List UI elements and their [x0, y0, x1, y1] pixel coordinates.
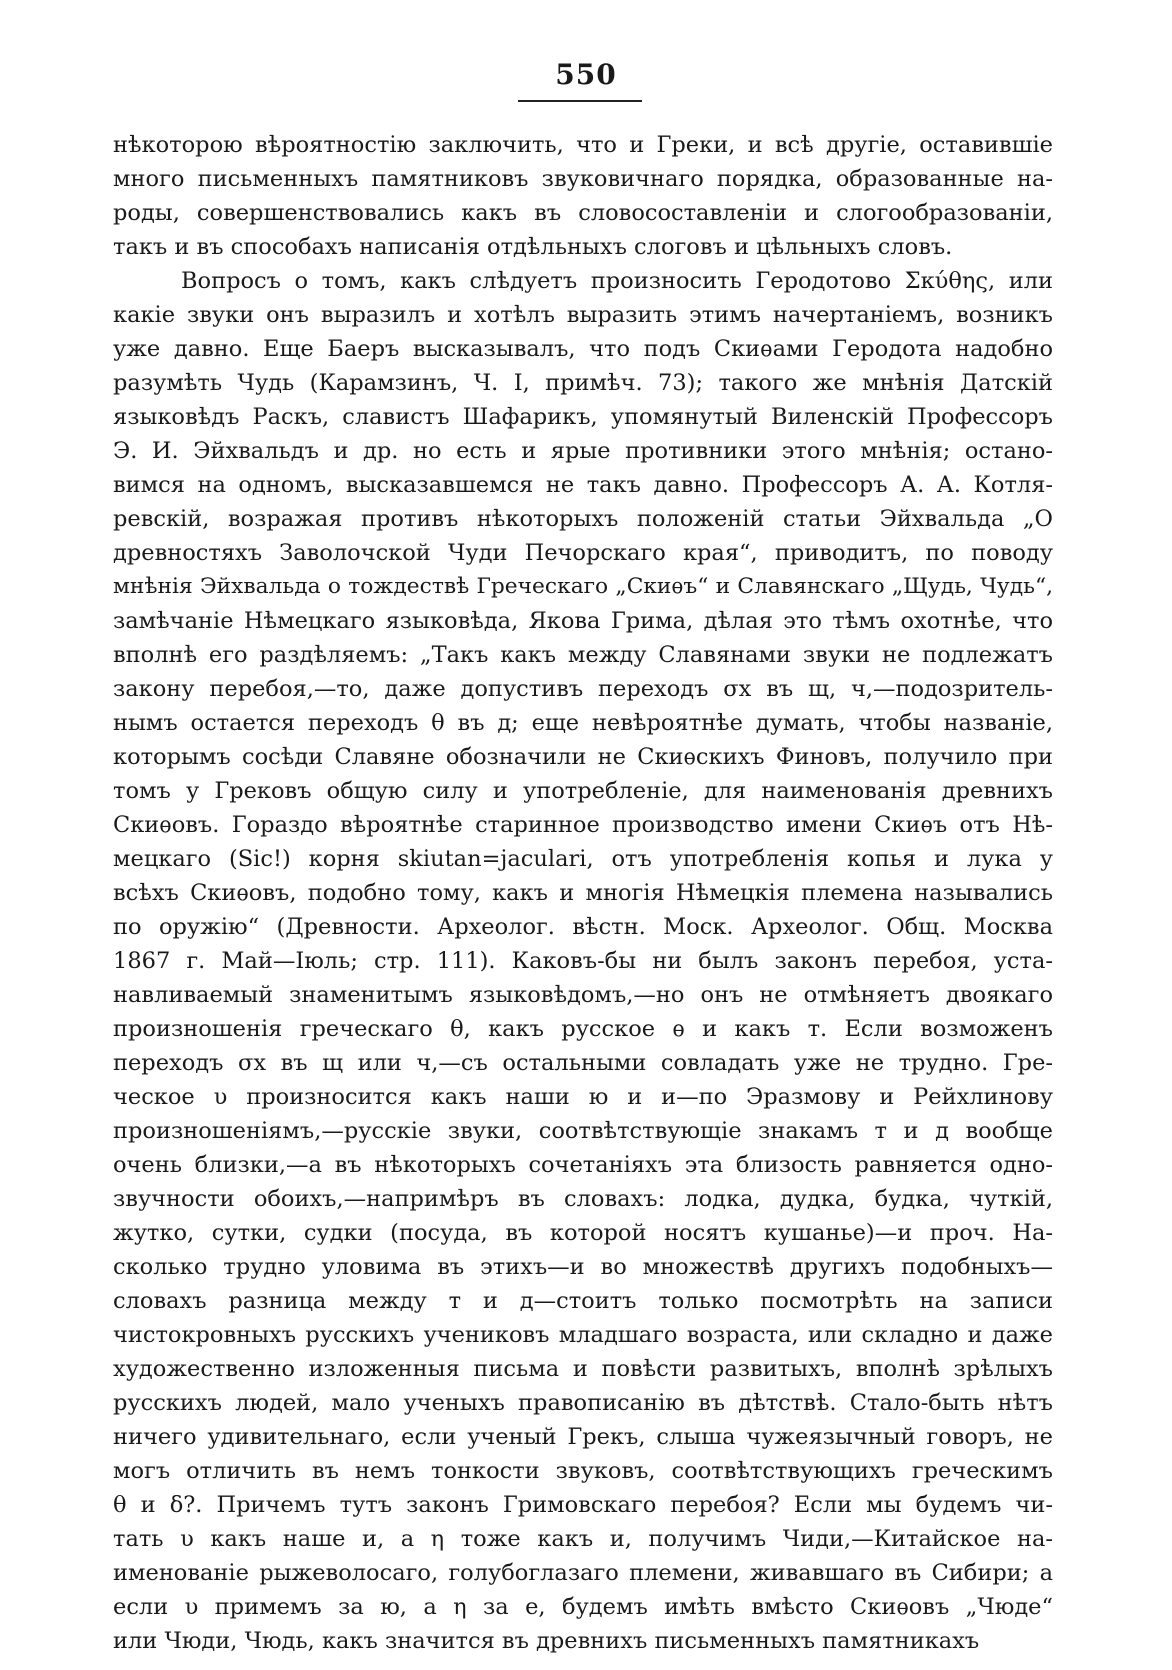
text-line: сколько трудно уловима въ этихъ—и во множествѣ другихъ подобныхъ— [113, 1254, 1053, 1280]
text-line: именованіе рыжеволосаго, голубоглазаго племени, живавшаго въ Сибири; а [113, 1560, 1053, 1586]
text-line: уже давно. Еще Баеръ высказывалъ, что подъ Скиѳами Геродота надобно [113, 336, 1053, 362]
text-line: томъ у Грековъ общую силу и употребленіе, для наименованія древнихъ [113, 778, 1053, 804]
text-line: или Чюди, Чюдь, какъ значится въ древнихъ письменныхъ памятникахъ [113, 1628, 980, 1654]
text-line: разумѣть Чудь (Карамзинъ, Ч. I, примѣч. 73); такого же мнѣнія Датскій [113, 370, 1053, 396]
text-line: Вопросъ о томъ, какъ слѣдуетъ произносить Геродотово Σκύθης, или [181, 268, 1053, 294]
text-line: которымъ сосѣди Славяне обозначили не Скиѳскихъ Финовъ, получило при [113, 744, 1053, 770]
text-line: если υ примемъ за ю, а η за е, будемъ имѣть вмѣсто Скиѳовъ „Чюде“ [113, 1594, 1053, 1620]
body-text [113, 128, 1053, 1658]
text-line: переходъ σх въ щ или ч,—съ остальными совладать уже не трудно. Гре- [113, 1050, 1053, 1076]
text-line: ческое υ произносится какъ наши ю и и—по Эразмову и Рейхлинову [113, 1084, 1053, 1110]
text-line: по оружію“ (Древности. Археолог. вѣстн. Моск. Археолог. Общ. Москва [113, 914, 1053, 940]
text-line: какіе звуки онъ выразилъ и хотѣлъ выразить этимъ начертаніемъ, возникъ [113, 302, 1053, 328]
text-line: Э. И. Эйхвальдъ и др. но есть и ярые противники этого мнѣнія; остано- [113, 438, 1053, 464]
header-rule [518, 100, 642, 102]
page-number: 550 [555, 58, 617, 91]
text-line: художественно изложенныя письма и повѣсти развитыхъ, вполнѣ зрѣлыхъ [113, 1356, 1053, 1382]
text-line: ничего удивительнаго, если ученый Грекъ, слыша чужеязычный говоръ, не [113, 1424, 1053, 1450]
text-line: чистокровныхъ русскихъ учениковъ младшаго возраста, или складно и даже [113, 1322, 1053, 1348]
text-line: звучности обоихъ,—напримѣръ въ словахъ: лодка, дудка, будка, чуткій, [113, 1186, 1053, 1212]
text-line: нѣкоторою вѣроятностію заключить, что и Греки, и всѣ другіе, оставившіе [113, 132, 1053, 158]
text-line: роды, совершенствовались какъ въ словосоставленіи и слогообразованіи, [113, 200, 1053, 226]
text-line: древностяхъ Заволочской Чуди Печорскаго края“, приводитъ, по поводу [113, 540, 1053, 566]
text-line: закону перебоя,—то, даже допустивъ переходъ σх въ щ, ч,—подозритель- [113, 676, 1053, 702]
text-line: навливаемый знаменитымъ языковѣдомъ,—но онъ не отмѣняетъ двоякаго [113, 982, 1053, 1008]
text-line: вимся на одномъ, высказавшемся не такъ давно. Профессоръ А. А. Котля- [113, 472, 1053, 498]
text-line: вполнѣ его раздѣляемъ: „Такъ какъ между Славянами звуки не подлежатъ [113, 642, 1053, 668]
text-line: очень близки,—а въ нѣкоторыхъ сочетаніяхъ эта близость равняется одно- [113, 1152, 1053, 1178]
text-line: мнѣнія Эйхвальда о тождествѣ Греческаго „Скиѳъ“ и Славянскаго „Щудь, Чудь“, [113, 574, 1053, 599]
text-line: тать υ какъ наше и, а η тоже какъ и, получимъ Чиди,—Китайское на- [113, 1526, 1053, 1552]
text-line: могъ отличить въ немъ тонкости звуковъ, соотвѣтствующихъ греческимъ [113, 1458, 1053, 1484]
text-line: произношеніямъ,—русскіе звуки, соотвѣтствующіе знакамъ т и д вообще [113, 1118, 1053, 1144]
text-line: языковѣдъ Раскъ, славистъ Шафарикъ, упомянутый Виленскій Профессоръ [113, 404, 1053, 430]
text-line: русскихъ людей, мало ученыхъ правописанію въ дѣтствѣ. Стало-быть нѣтъ [113, 1390, 1053, 1416]
text-line: Скиѳовъ. Гораздо вѣроятнѣе старинное производство имени Скиѳъ отъ Нѣ- [113, 812, 1053, 838]
text-line: много письменныхъ памятниковъ звуковичнаго порядка, образованные на- [113, 166, 1053, 192]
text-line: θ и δ?. Причемъ тутъ законъ Гримовскаго перебоя? Если мы будемъ чи- [113, 1492, 1053, 1518]
text-line: нымъ остается переходъ θ въ д; еще невѣроятнѣе думать, чтобы названіе, [113, 710, 1053, 736]
text-line: произношенія греческаго θ, какъ русское ѳ и какъ т. Если возможенъ [113, 1016, 1053, 1042]
text-line: мецкаго (Sic!) корня skiutan=jaculari, отъ употребленія копья и лука у [113, 846, 1053, 872]
text-line: жутко, сутки, судки (посуда, въ которой носятъ кушанье)—и проч. На- [113, 1220, 1053, 1246]
text-line: 1867 г. Май—Іюль; стр. 111). Каковъ-бы ни былъ законъ перебоя, уста- [113, 948, 1053, 974]
text-line: ревскій, возражая противъ нѣкоторыхъ положеній статьи Эйхвальда „О [113, 506, 1053, 532]
text-line: словахъ разница между т и д—стоитъ только посмотрѣть на записи [113, 1288, 1053, 1314]
text-line: замѣчаніе Нѣмецкаго языковѣда, Якова Грима, дѣлая это тѣмъ охотнѣе, что [113, 608, 1053, 634]
text-line: всѣхъ Скиѳовъ, подобно тому, какъ и многія Нѣмецкія племена назывались [113, 880, 1053, 906]
text-line: такъ и въ способахъ написанія отдѣльныхъ слоговъ и цѣльныхъ словъ. [113, 234, 953, 260]
